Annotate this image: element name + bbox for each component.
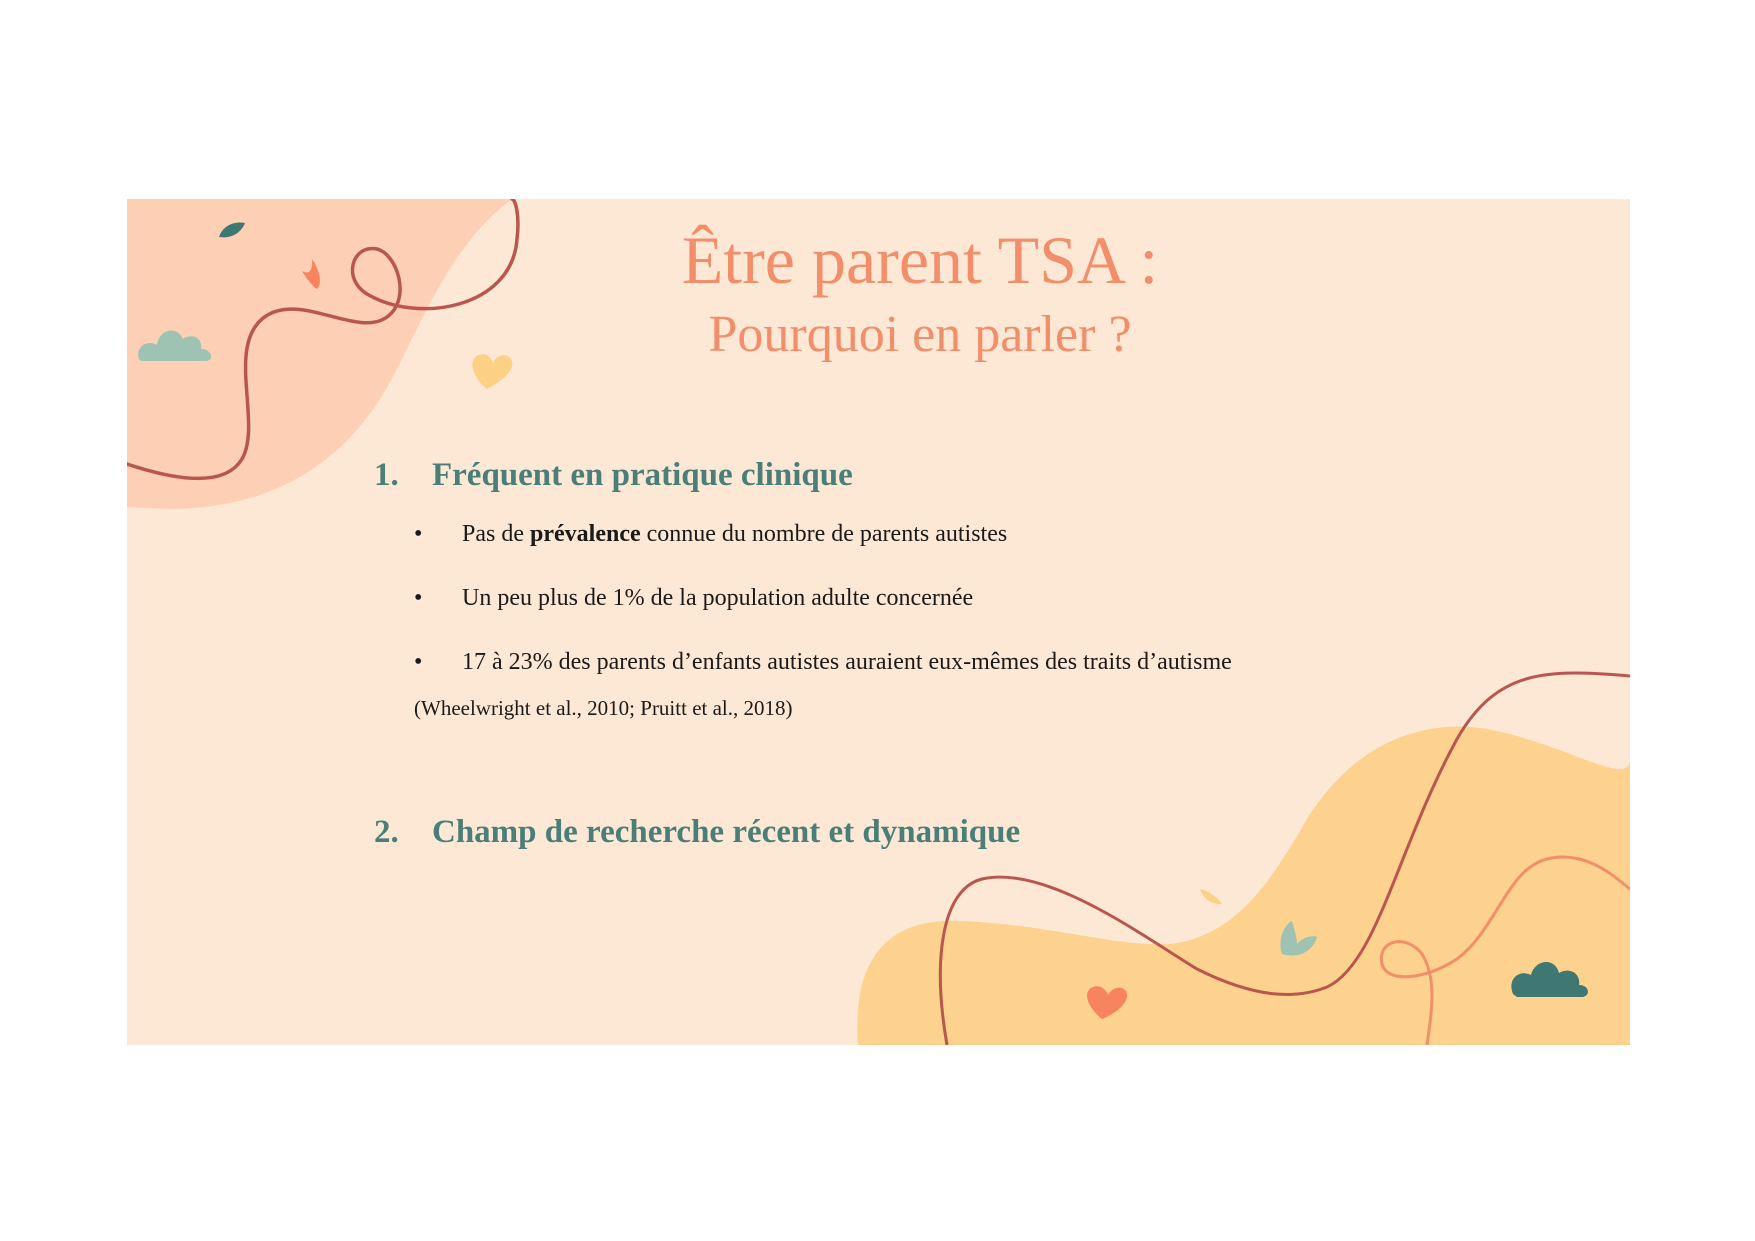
section-heading-1 bbox=[374, 457, 853, 494]
section-number: 2. bbox=[374, 814, 399, 850]
slide-title: Être parent TSA : bbox=[681, 222, 1159, 298]
bullet-icon: • bbox=[414, 521, 423, 547]
bullet-text: Un peu plus de 1% de la population adulte concernée bbox=[462, 585, 974, 611]
bullet-item bbox=[414, 585, 973, 612]
bullet-text: 17 à 23% des parents d’enfants autistes auraient eux-mêmes des traits d’autisme bbox=[462, 649, 1232, 675]
bullet-item bbox=[414, 521, 1007, 548]
bullet-bold-text: prévalence bbox=[530, 521, 641, 547]
bullet-icon: • bbox=[414, 585, 423, 611]
section-number: 1. bbox=[374, 457, 399, 493]
slide bbox=[127, 199, 1630, 1045]
slide-subtitle: Pourquoi en parler ? bbox=[708, 306, 1132, 363]
section-heading-2 bbox=[374, 814, 1020, 851]
leaf-icon bbox=[1200, 889, 1222, 904]
bullet-text: connue du nombre de parents autistes bbox=[640, 521, 1008, 547]
citation: (Wheelwright et al., 2010; Pruitt et al., 2018) bbox=[414, 696, 793, 720]
section-heading-text: Fréquent en pratique clinique bbox=[432, 457, 853, 493]
bullet-icon: • bbox=[414, 649, 423, 675]
bullet-text: Pas de bbox=[462, 521, 530, 547]
section-heading-text: Champ de recherche récent et dynamique bbox=[432, 814, 1021, 850]
bullet-item bbox=[414, 649, 1232, 676]
